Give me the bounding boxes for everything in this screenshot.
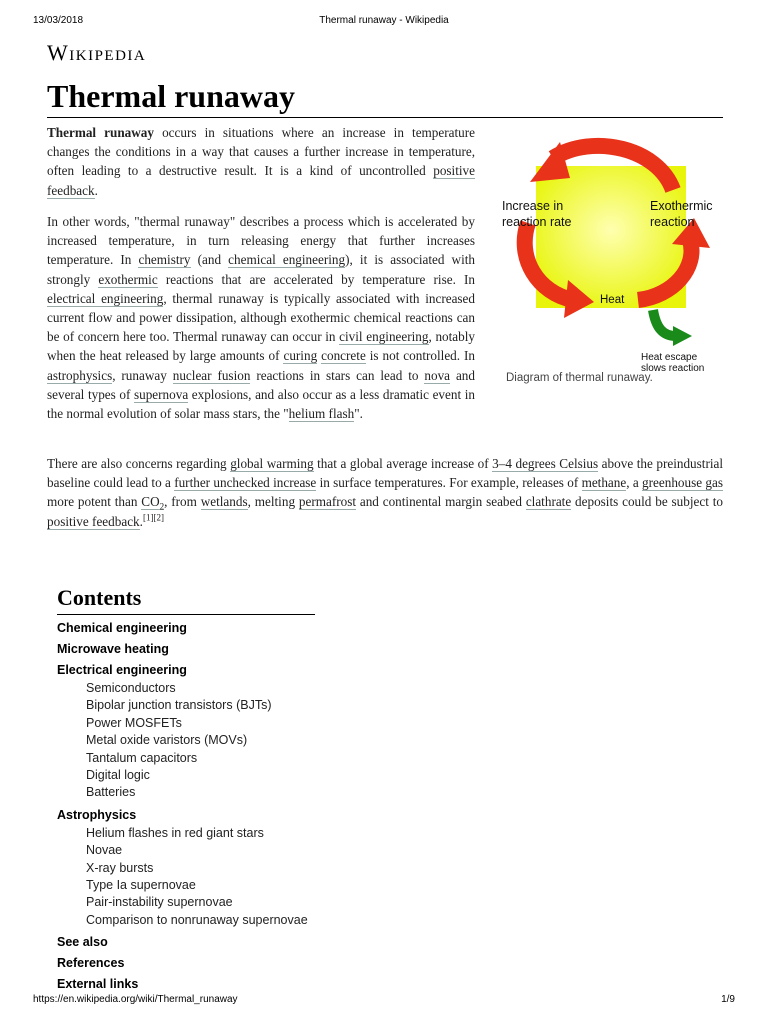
toc-item[interactable] bbox=[57, 956, 317, 971]
title-divider bbox=[47, 117, 723, 118]
toc-item[interactable] bbox=[57, 977, 317, 992]
toc-subitem[interactable]: Novae bbox=[86, 843, 123, 858]
text: more potent than bbox=[47, 494, 142, 510]
toc-subitem[interactable]: Power MOSFETs bbox=[86, 715, 182, 730]
link-methane[interactable]: methane bbox=[581, 475, 627, 491]
text: and several types of bbox=[47, 367, 475, 402]
link-wetlands[interactable]: wetlands bbox=[200, 494, 248, 510]
toc-subitem[interactable]: Semiconductors bbox=[86, 681, 176, 695]
link-global-warming[interactable]: global warming bbox=[230, 456, 314, 471]
reference-1[interactable]: [1] bbox=[142, 512, 154, 523]
print-date: 13/03/2018 bbox=[33, 15, 84, 26]
toc-item[interactable] bbox=[57, 642, 317, 657]
link-nuclear-fusion[interactable]: nuclear fusion bbox=[172, 367, 251, 383]
link-permafrost[interactable]: permafrost bbox=[298, 494, 356, 510]
footer-page-number: 1/9 bbox=[721, 994, 735, 1005]
label-heat: Heat bbox=[600, 294, 625, 306]
co2-subscript: 2 bbox=[159, 502, 165, 513]
paragraph-3 bbox=[47, 454, 723, 531]
label-exothermic-1: Exothermic bbox=[650, 199, 713, 213]
toc-subitem[interactable]: Bipolar junction transistors (BJTs) bbox=[86, 698, 272, 713]
diagram-svg bbox=[498, 128, 723, 390]
wikipedia-logo[interactable]: Wikipedia bbox=[47, 40, 147, 65]
text: that a global average increase of bbox=[313, 456, 493, 471]
text: . bbox=[94, 182, 98, 198]
toc-subitem[interactable]: Comparison to nonrunaway supernovae bbox=[86, 912, 308, 927]
print-title: Thermal runaway - Wikipedia bbox=[319, 15, 449, 26]
co2-text: CO bbox=[141, 494, 160, 510]
toc-subitem[interactable]: Helium flashes in red giant stars bbox=[86, 825, 264, 840]
toc-item[interactable] bbox=[57, 663, 317, 802]
label-increase-1: Increase in bbox=[502, 199, 564, 213]
text: In other words, "thermal runaway" describes a process which is accelerated by increased temperature, in turn releasing energy that further increases temperature. In bbox=[47, 214, 475, 268]
toc-subitem[interactable]: Metal oxide varistors (MOVs) bbox=[86, 733, 248, 748]
table-of-contents bbox=[57, 584, 317, 998]
toc-item-label[interactable]: External links bbox=[57, 977, 139, 992]
link-degrees-celsius[interactable]: 3–4 degrees Celsius bbox=[492, 456, 599, 471]
toc-item-label[interactable]: See also bbox=[57, 935, 108, 950]
text: , melting bbox=[247, 494, 299, 510]
link-curing[interactable]: curing bbox=[283, 348, 318, 364]
lead-paragraph bbox=[47, 123, 475, 200]
label-increase-2: reaction rate bbox=[502, 215, 572, 229]
link-chemistry[interactable]: chemistry bbox=[138, 252, 191, 268]
contents-divider bbox=[57, 614, 315, 615]
text: ". bbox=[354, 406, 363, 422]
link-exothermic[interactable]: exothermic bbox=[98, 271, 158, 287]
link-positive-feedback[interactable]: positive feedback bbox=[47, 163, 475, 198]
toc-item[interactable] bbox=[57, 808, 317, 929]
text: in surface temperatures. For example, releases of bbox=[316, 475, 582, 491]
text: reactions that are accelerated by temperature rise. In bbox=[157, 271, 475, 287]
toc-subitem[interactable]: Type Ia supernovae bbox=[86, 878, 196, 893]
text: deposits could be subject to bbox=[571, 494, 723, 510]
toc-list bbox=[57, 621, 317, 992]
text: , from bbox=[164, 494, 201, 510]
text: , runaway bbox=[112, 367, 173, 383]
footer-url: https://en.wikipedia.org/wiki/Thermal_runaway bbox=[33, 994, 238, 1005]
text: . bbox=[139, 513, 143, 529]
page-title: Thermal runaway bbox=[47, 78, 295, 114]
toc-item[interactable] bbox=[57, 935, 317, 950]
link-supernova[interactable]: supernova bbox=[133, 386, 189, 402]
link-civil-engineering[interactable]: civil engineering bbox=[339, 329, 429, 345]
toc-subitem[interactable]: X-ray bursts bbox=[86, 860, 154, 875]
text: and continental margin seabed bbox=[356, 494, 526, 510]
arrow-green-head bbox=[673, 326, 692, 346]
contents-title: Contents bbox=[57, 585, 142, 610]
link-nova[interactable]: nova bbox=[424, 367, 451, 383]
link-helium-flash[interactable]: helium flash bbox=[288, 406, 355, 422]
toc-subitem[interactable]: Batteries bbox=[86, 785, 136, 800]
thermal-runaway-diagram[interactable] bbox=[498, 128, 723, 390]
arrow-green bbox=[653, 310, 676, 336]
link-greenhouse-gas[interactable]: greenhouse gas bbox=[642, 475, 723, 491]
link-concrete[interactable]: concrete bbox=[321, 348, 366, 364]
toc-subitem[interactable]: Pair-instability supernovae bbox=[86, 895, 233, 910]
text: reactions in stars can lead to bbox=[250, 367, 425, 383]
text: (and bbox=[190, 252, 229, 268]
figure-caption: Diagram of thermal runaway. bbox=[506, 372, 653, 384]
toc-item-label[interactable]: References bbox=[57, 956, 125, 971]
text: above the preindustrial baseline could lead to a bbox=[47, 456, 724, 491]
link-electrical-engineering[interactable]: electrical engineering bbox=[47, 290, 164, 306]
link-co2[interactable] bbox=[141, 494, 165, 513]
label-exothermic-2: reaction bbox=[650, 215, 695, 229]
toc-item-label[interactable]: Microwave heating bbox=[57, 642, 169, 656]
link-clathrate[interactable]: clathrate bbox=[525, 494, 572, 510]
text: occurs in situations where an increase in temperature changes the conditions in a way that causes a further increase in temperature, often leading to a destructive result. It is a kind of uncontrolled bbox=[47, 125, 475, 179]
toc-item-label[interactable]: Astrophysics bbox=[57, 807, 137, 822]
link-further-unchecked-increase[interactable]: further unchecked increase bbox=[174, 475, 317, 491]
text: ), it is associated with strongly bbox=[47, 252, 475, 287]
text: There are also concerns regarding bbox=[47, 456, 231, 471]
label-escape-1: Heat escape bbox=[641, 352, 698, 363]
reference-2[interactable]: [2] bbox=[153, 512, 164, 523]
toc-item[interactable] bbox=[57, 621, 317, 636]
link-positive-feedback-2[interactable]: positive feedback bbox=[47, 513, 140, 529]
toc-subitem[interactable]: Tantalum capacitors bbox=[86, 750, 198, 765]
lead-term: Thermal runaway bbox=[47, 125, 154, 140]
toc-item-label[interactable]: Chemical engineering bbox=[57, 621, 187, 635]
text: , thermal runaway is typically associated with increased current flow and power dissipation, although exothermic chemical reactions can be of concern here too. Thermal runaway can occur in bbox=[47, 290, 476, 345]
toc-item-label[interactable]: Electrical engineering bbox=[57, 663, 187, 677]
toc-sublist bbox=[57, 825, 317, 929]
text: explosions, and also occur as a less dramatic event in the normal evolution of solar mass stars, the " bbox=[47, 386, 475, 422]
toc-sublist bbox=[57, 680, 317, 802]
link-astrophysics[interactable]: astrophysics bbox=[47, 367, 113, 383]
toc-subitem[interactable]: Digital logic bbox=[86, 768, 150, 783]
link-chemical-engineering[interactable]: chemical engineering bbox=[228, 252, 346, 268]
paragraph-2 bbox=[47, 212, 475, 423]
text: , notably when the heat released by large amounts of bbox=[47, 329, 476, 364]
text: is not controlled. In bbox=[365, 348, 476, 364]
text: , a bbox=[626, 475, 643, 491]
label-escape-2: slows reaction bbox=[641, 363, 705, 374]
